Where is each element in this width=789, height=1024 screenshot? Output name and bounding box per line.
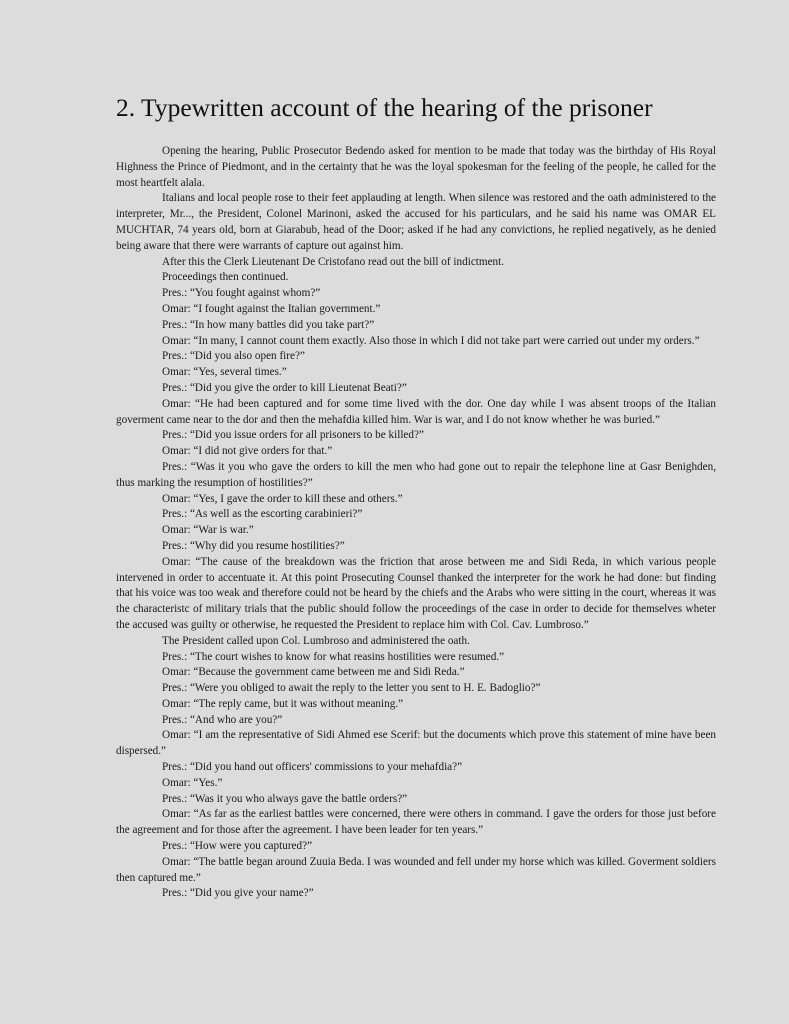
paragraph: Pres.: “Did you issue orders for all prisoners to be killed?” (162, 429, 424, 442)
document-body (116, 144, 716, 902)
paragraph: Omar: “Yes, several times.” (162, 366, 287, 379)
paragraph: Omar: “The cause of the breakdown was the friction that arose between me and Sidi Reda, in which various people intervened in order to accentuate it. At this point Prosecuting Counsel thanked the interpreter for the work he had done: but finding that his voice was too weak and therefore could not be heard by the chiefs and the Arabs who were sitting in the court, whereas it was the characteristc of military trials that the public should follow the proceedings of the case in order to decide for themselves wheter the accused was guilty or otherwise, he requested the President to replace him with Col. Cav. Lumbroso.” (116, 555, 716, 631)
paragraph: Omar: “I fought against the Italian government.” (162, 302, 381, 315)
paragraph: Omar: “I did not give orders for that.” (162, 445, 333, 458)
paragraph: Pres.: “In how many battles did you take part?” (162, 318, 375, 331)
paragraph: Pres.: “Were you obliged to await the reply to the letter you sent to H. E. Badoglio?” (162, 682, 541, 695)
paragraph: Pres.: “As well as the escorting carabinieri?” (162, 508, 363, 521)
paragraph: Omar: “War is war.” (162, 524, 254, 537)
paragraph: Pres.: “How were you captured?” (162, 840, 313, 853)
paragraph: Omar: “He had been captured and for some time lived with the dor. One day while I was absent troops of the Italian goverment came near to the dor and then the mehafdia killed him. War is war, and I do not know whether he was buried.” (116, 397, 716, 426)
paragraph: Pres.: “Was it you who gave the orders to kill the men who had gone out to repair the telephone line at Gasr Benighden, thus marking the resumption of hostilities?” (116, 460, 716, 489)
paragraph: Pres.: “You fought against whom?” (162, 287, 321, 300)
paragraph: Pres.: “Did you give your name?” (162, 887, 314, 900)
paragraph: Pres.: “Did you hand out officers' commissions to your mehafdia?” (162, 761, 463, 774)
paragraph: Proceedings then continued. (162, 271, 289, 284)
paragraph: After this the Clerk Lieutenant De Cristofano read out the bill of indictment. (162, 255, 505, 268)
paragraph: Pres.: “Did you also open fire?” (162, 350, 305, 363)
paragraph: Omar: “Because the government came between me and Sidi Reda.” (162, 666, 465, 679)
paragraph: Omar: “Yes, I gave the order to kill these and others.” (162, 492, 403, 505)
paragraph: Pres.: “And who are you?” (162, 713, 283, 726)
paragraph: Pres.: “Why did you resume hostilities?” (162, 539, 345, 552)
paragraph: Opening the hearing, Public Prosecutor Bedendo asked for mention to be made that today was the birthday of His Royal Highness the Prince of Piedmont, and in the certainty that he was the loyal spokesman for the feeling of the people, he called for the most heartfelt alala. (116, 145, 716, 189)
paragraph: Omar: “In many, I cannot count them exactly. Also those in which I did not take part were carried out under my orders.” (162, 334, 700, 347)
paragraph: Omar: “As far as the earliest battles were concerned, there were others in command. I gave the orders for those just before the agreement and for those after the agreement. I have been leader for ten years.” (116, 808, 716, 837)
paragraph: Pres.: “Did you give the order to kill Lieutenat Beati?” (162, 381, 407, 394)
page-title: 2. Typewritten account of the hearing of the prisoner (116, 93, 653, 122)
paragraph: Pres.: “The court wishes to know for what reasins hostilities were resumed.” (162, 650, 505, 663)
paragraph: Pres.: “Was it you who always gave the battle orders?” (162, 792, 408, 805)
paragraph: The President called upon Col. Lumbroso and administered the oath. (162, 634, 470, 647)
paragraph: Omar: “The reply came, but it was without meaning.” (162, 697, 404, 710)
paragraph: Omar: “Yes.” (162, 776, 223, 789)
paragraph: Omar: “I am the representative of Sidi Ahmed ese Scerif: but the documents which prove this statement of mine have been dispersed.” (116, 729, 716, 758)
paragraph: Omar: “The battle began around Zuuia Beda. I was wounded and fell under my horse which was killed. Goverment soldiers then captured me.” (116, 855, 716, 884)
paragraph: Italians and local people rose to their feet applauding at length. When silence was restored and the oath administered to the interpreter, Mr..., the President, Colonel Marinoni, asked the accused for his particulars, and he said his name was OMAR EL MUCHTAR, 74 years old, born at Giarabub, head of the Door; asked if he had any convictions, he replied negatively, as he denied being aware that there were warrants of capture out against him. (116, 192, 716, 252)
